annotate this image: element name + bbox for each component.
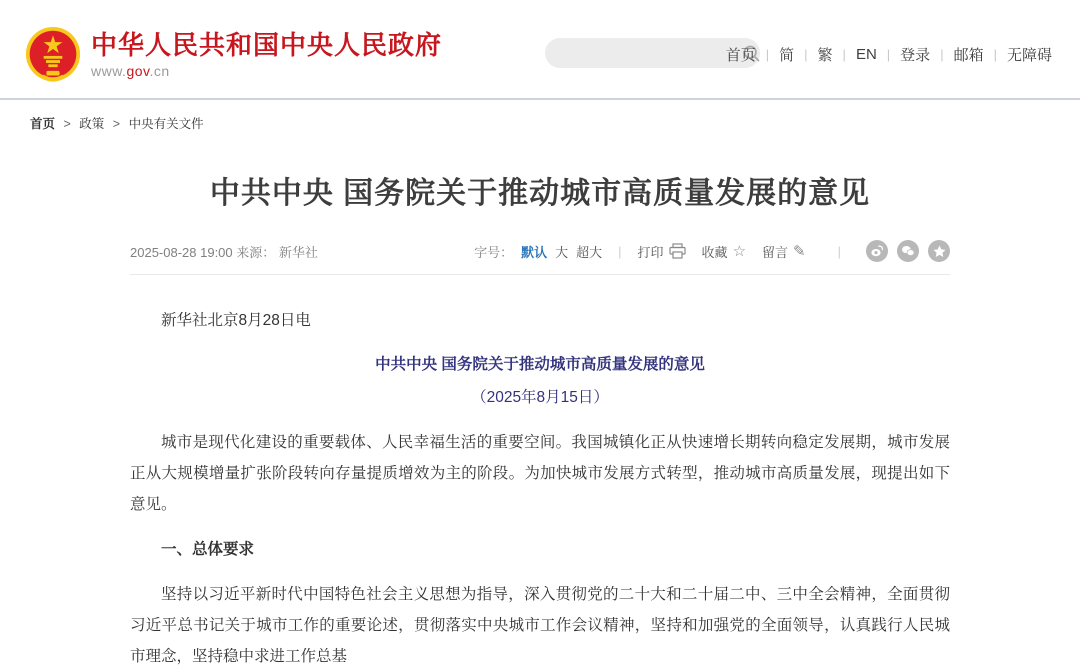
- meta-divider: [130, 274, 950, 275]
- nav-separator: |: [804, 47, 808, 62]
- article-content: [130, 168, 950, 672]
- breadcrumb-separator: >: [112, 117, 121, 131]
- source-value: 新华社: [278, 244, 318, 260]
- breadcrumb-policy[interactable]: 政策: [79, 117, 105, 131]
- brand-text: [91, 26, 442, 79]
- article-meta-left: [130, 242, 318, 261]
- nav-separator: |: [940, 47, 944, 62]
- pencil-icon: ✎: [793, 243, 806, 260]
- national-emblem-icon: [25, 26, 81, 84]
- site-url-www: www.: [91, 63, 127, 79]
- nav-separator: |: [765, 47, 770, 62]
- dateline: 新华社北京8月28日电: [161, 312, 311, 329]
- publish-datetime: 2025-08-28 19:00: [130, 244, 233, 260]
- nav-home[interactable]: 首页: [725, 47, 756, 64]
- nav-separator: |: [993, 47, 997, 62]
- article-meta-row: [130, 240, 950, 262]
- nav-english[interactable]: EN: [855, 46, 877, 63]
- qzone-share-icon[interactable]: [928, 240, 950, 262]
- comment-button[interactable]: [762, 242, 806, 261]
- article-meta-right: [474, 240, 950, 262]
- article-body: [130, 305, 950, 672]
- printer-icon: [669, 243, 686, 259]
- breadcrumb-current[interactable]: 中央有关文件: [128, 117, 204, 131]
- fontsize-default-button[interactable]: 默认: [521, 244, 548, 260]
- breadcrumb-separator: >: [63, 117, 71, 131]
- meta-separator: |: [618, 243, 622, 259]
- top-nav: [726, 44, 1052, 65]
- search-input[interactable]: [545, 38, 743, 68]
- print-button[interactable]: [638, 242, 686, 261]
- fontsize-xlarge-button[interactable]: 超大: [576, 244, 603, 260]
- site-url-gov: gov: [126, 63, 150, 79]
- document-date: （2025年8月15日）: [471, 389, 609, 406]
- site-url: [91, 63, 442, 79]
- site-brand[interactable]: [25, 26, 442, 84]
- paragraph: 坚持以习近平新时代中国特色社会主义思想为指导，深入贯彻党的二十大和二十届二中、三中全会精神，全面贯彻习近平总书记关于城市工作的重要论述，贯彻落实中央城市工作会议精神，坚持和加强党的全面领导，认真践行人民城市理念，坚持稳中求进工作总基: [130, 586, 950, 665]
- weibo-share-icon[interactable]: [866, 240, 888, 262]
- breadcrumb-home[interactable]: 首页: [30, 117, 56, 131]
- breadcrumb: [0, 100, 1080, 132]
- nav-traditional[interactable]: 繁: [817, 47, 833, 64]
- fontsize-label: 字号：: [474, 244, 514, 260]
- meta-separator: |: [837, 243, 841, 259]
- nav-accessibility[interactable]: 无障碍: [1006, 47, 1052, 64]
- nav-separator: |: [842, 47, 846, 62]
- page-title: 中共中央 国务院关于推动城市高质量发展的意见: [209, 177, 871, 210]
- site-url-cn: .cn: [149, 63, 170, 79]
- share-icons: [857, 240, 950, 262]
- nav-login[interactable]: 登录: [900, 47, 931, 64]
- nav-simplified[interactable]: 简: [779, 47, 795, 64]
- section-heading: 一、总体要求: [161, 541, 255, 558]
- wechat-share-icon[interactable]: [897, 240, 919, 262]
- print-label: 打印: [637, 244, 664, 260]
- site-header: [0, 0, 1080, 100]
- comment-label: 留言: [762, 244, 789, 260]
- nav-separator: |: [886, 47, 891, 62]
- favorite-button[interactable]: [702, 242, 746, 261]
- paragraph: 城市是现代化建设的重要载体、人民幸福生活的重要空间。我国城镇化正从快速增长期转向稳定发展期，城市发展正从大规模增量扩张阶段转向存量提质增效为主的阶段。为加快城市发展方式转型，推动城市高质量发展，现提出如下意见。: [130, 434, 950, 513]
- source-label: 来源：: [236, 244, 276, 260]
- nav-mail[interactable]: 邮箱: [953, 47, 984, 64]
- site-title: 中华人民共和国中央人民政府: [91, 30, 443, 60]
- star-icon: ☆: [732, 243, 747, 260]
- favorite-label: 收藏: [701, 244, 728, 260]
- document-title: 中共中央 国务院关于推动城市高质量发展的意见: [375, 356, 705, 373]
- fontsize-large-button[interactable]: 大: [555, 244, 569, 260]
